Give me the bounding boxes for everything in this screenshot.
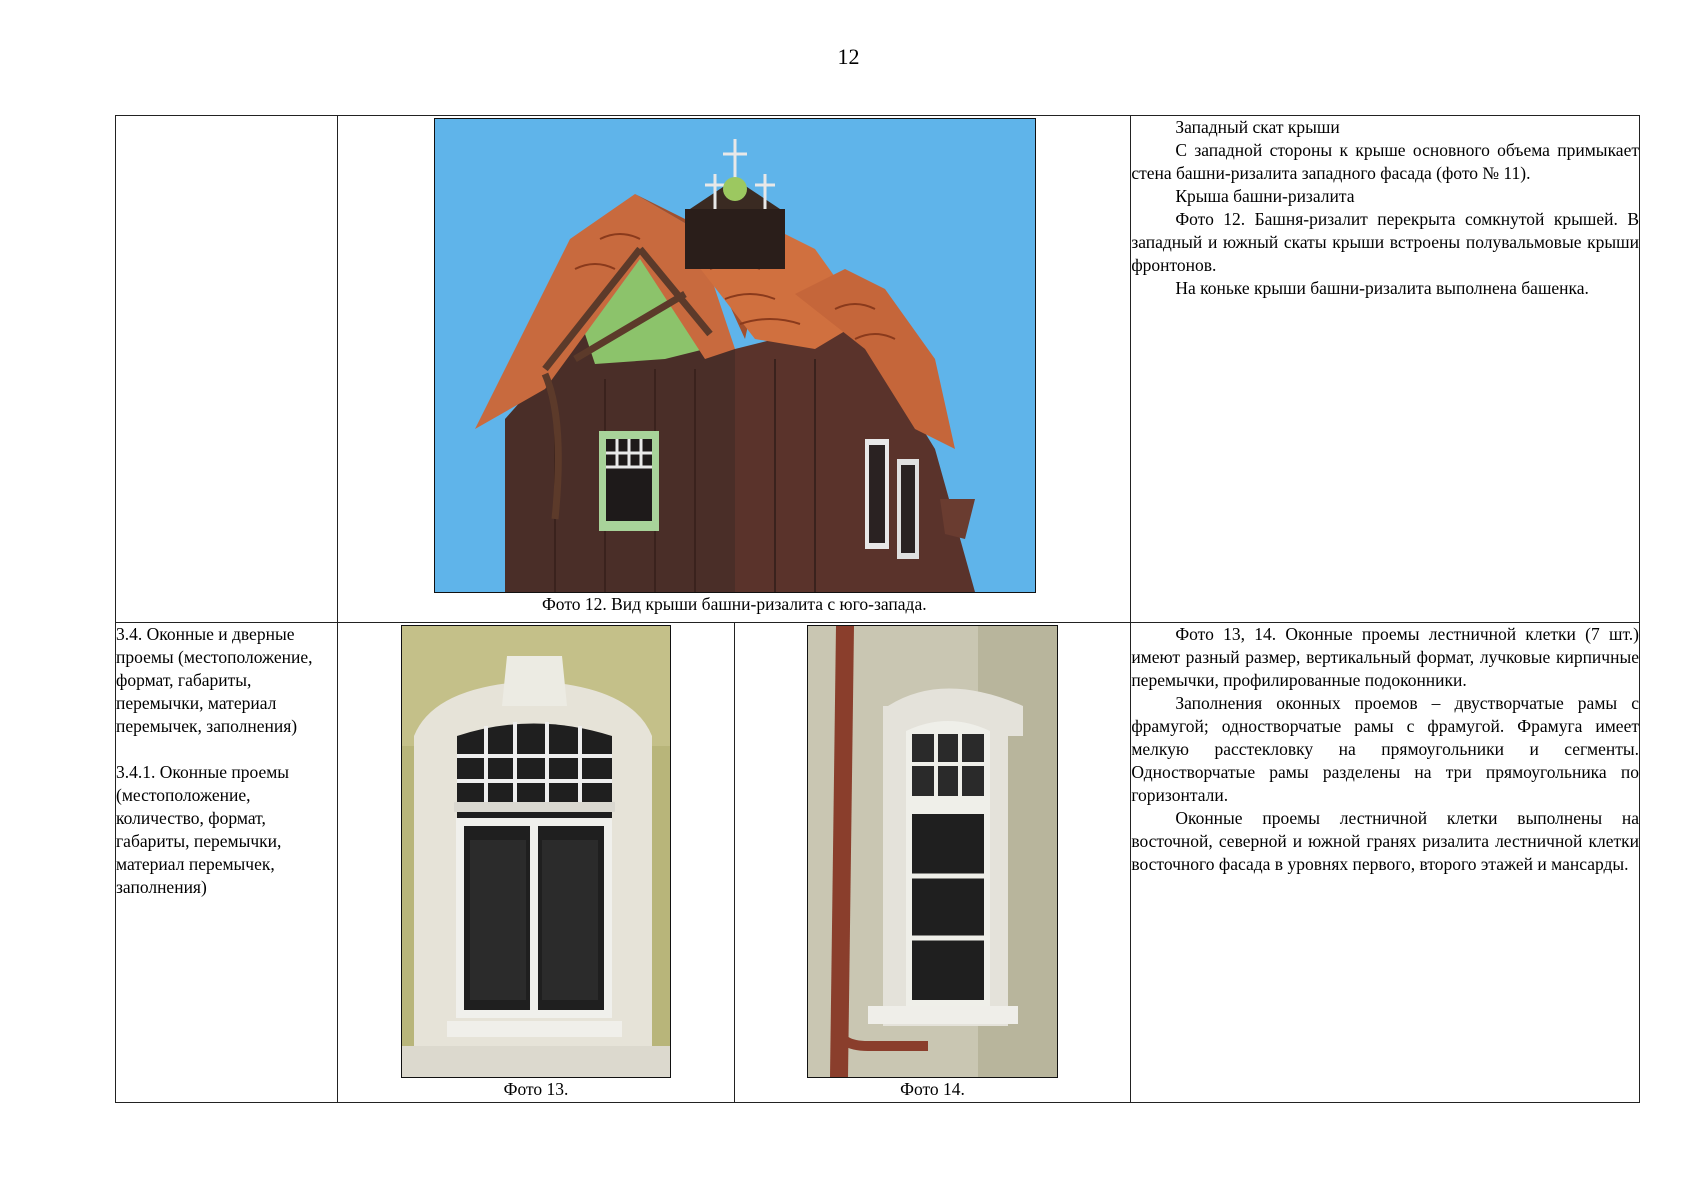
page-number: 12 xyxy=(837,44,860,69)
windows-paragraph-3: Оконные проемы лестничной клетки выполнены на восточной, северной и южной гранях ризалита лестничной клетки восточного фасада в уровнях первого, второго этажей и мансарды. xyxy=(1131,808,1639,874)
document-table xyxy=(115,115,1640,1103)
roof-paragraph-west: С западной стороны к крыше основного объема примыкает стена башни-ризалита западного фасада (фото № 11). xyxy=(1131,140,1639,183)
windows-paragraph-2: Заполнения оконных проемов – двустворчатые рамы с фрамугой; одностворчатые рамы с фрамугой. Фрамуга имеет мелкую расстекловку на прямоугольники и сегменты. Одностворчатые рамы разделены на три прямоугольника по горизонтали. xyxy=(1131,693,1639,805)
photo-13-caption: Фото 13. xyxy=(503,1079,569,1099)
section-label-cell xyxy=(116,623,338,1103)
section-3-4-1-label: 3.4.1. Оконные проемы (местоположение, количество, формат, габариты, перемычки, материал перемычек, заполнения) xyxy=(116,762,290,897)
table-row xyxy=(116,116,1640,623)
table-row xyxy=(116,623,1640,1103)
photo-cell-roof xyxy=(338,116,1131,623)
photo-14-caption: Фото 14. xyxy=(900,1079,965,1099)
roof-photo xyxy=(434,118,1036,593)
windows-paragraph-1: Фото 13, 14. Оконные проемы лестничной клетки (7 шт.) имеют разный размер, вертикальный формат, лучковые кирпичные перемычки, профилированные подоконники. xyxy=(1131,624,1639,690)
section-3-4-label: 3.4. Оконные и дверные проемы (местоположение, формат, габариты, перемычки, материал перемычек, заполнения) xyxy=(116,624,313,736)
window-photo-14 xyxy=(807,625,1058,1078)
windows-description-cell xyxy=(1131,623,1640,1103)
photo-cell-14 xyxy=(734,623,1131,1103)
window-photo-13 xyxy=(401,625,671,1078)
photo-12-caption: Фото 12. Вид крыши башни-ризалита с юго-запада. xyxy=(541,594,927,614)
roof-description-cell xyxy=(1131,116,1640,623)
empty-label-cell xyxy=(116,116,338,623)
roof-paragraph-turret: На коньке крыши башни-ризалита выполнена башенка. xyxy=(1175,278,1589,298)
photo-cell-13 xyxy=(338,623,735,1103)
roof-paragraph-tower: Фото 12. Башня-ризалит перекрыта сомкнутой крышей. В западный и южный скаты крыши встроены полувальмовые крыши фронтонов. xyxy=(1131,209,1639,275)
roof-heading-tower: Крыша башни-ризалита xyxy=(1175,186,1355,206)
roof-heading-west: Западный скат крыши xyxy=(1175,117,1340,137)
